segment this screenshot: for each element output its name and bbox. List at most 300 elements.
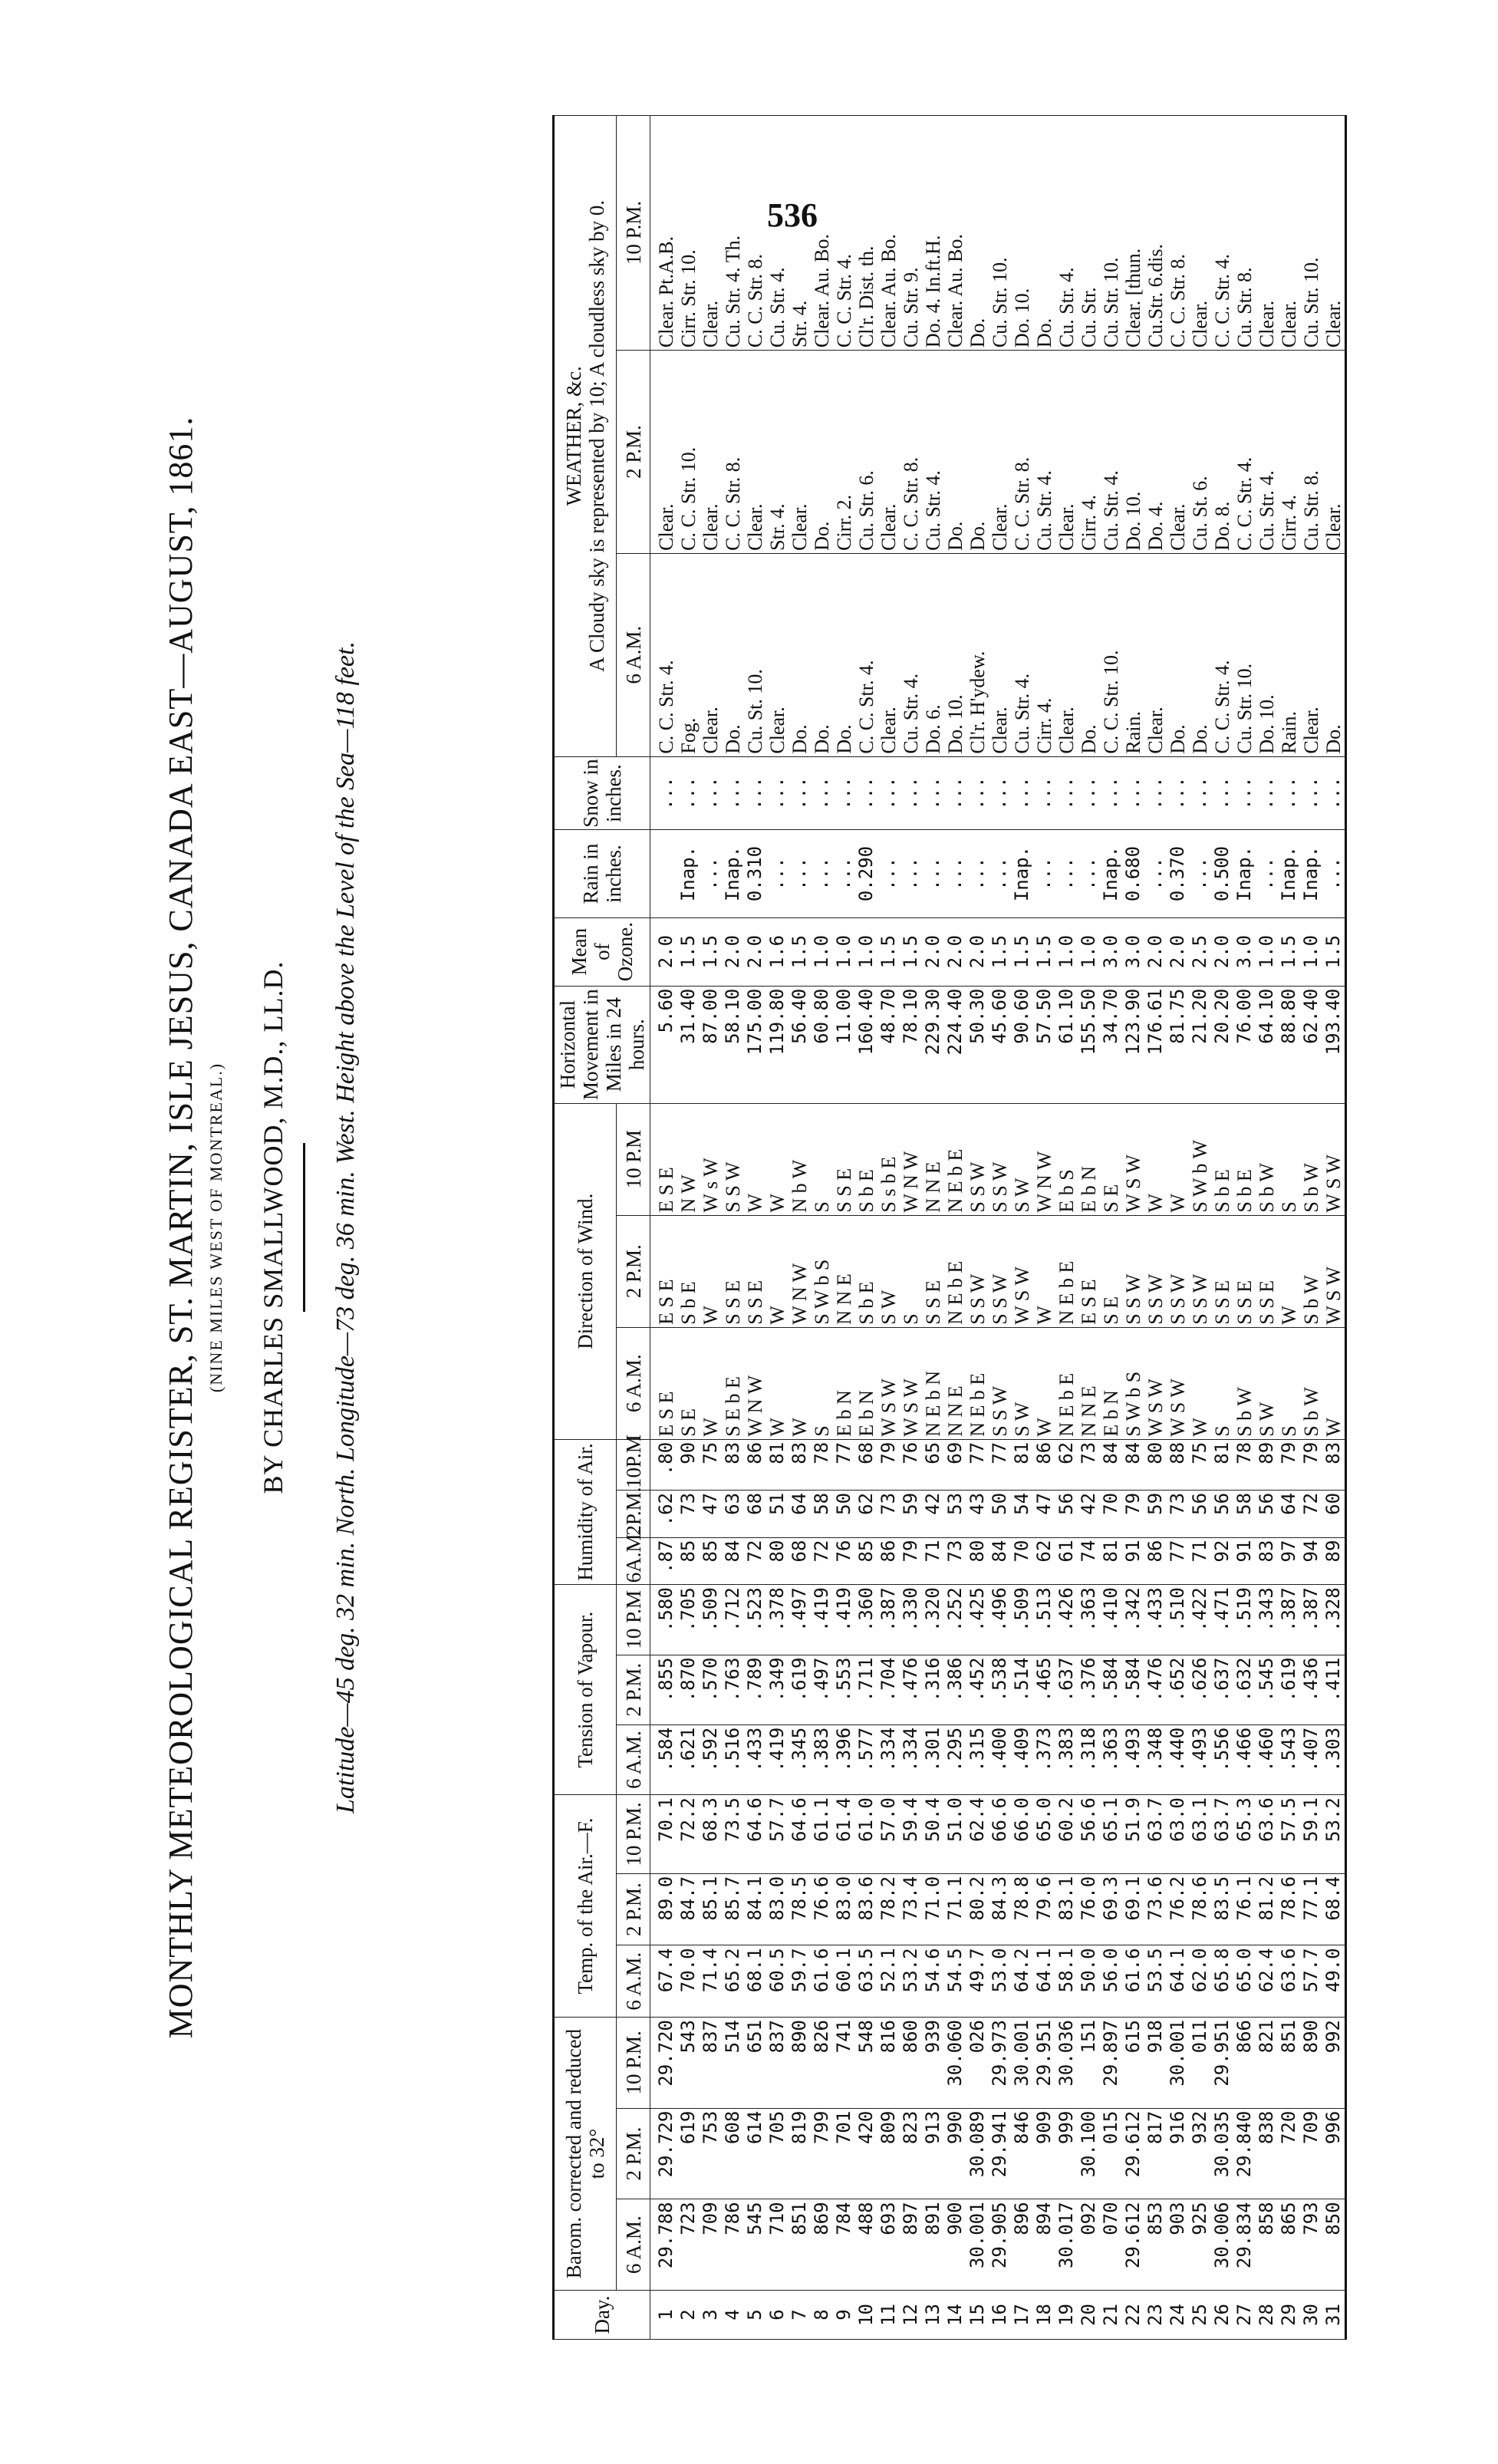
table-row <box>1322 116 1346 2340</box>
cell-v2: .386 <box>944 1655 966 1724</box>
cell-b10: 29.951 <box>1211 2018 1233 2109</box>
cell-rn: 0.370 <box>1167 830 1189 917</box>
cell-mv: 31.40 <box>677 986 700 1103</box>
cell-w2: S S E <box>1256 1215 1278 1327</box>
table-row <box>944 116 966 2340</box>
cell-t6: 61.6 <box>1122 1945 1144 2018</box>
cell-wx10: Cu. Str. 10. <box>989 116 1011 351</box>
cell-wx2: C. C. Str. 4. <box>1233 351 1256 554</box>
cell-h10: 75 <box>1189 1439 1211 1490</box>
cell-wx2: Cu. Str. 6. <box>855 351 877 554</box>
cell-t2: 76.1 <box>1233 1873 1256 1945</box>
cell-b2: 753 <box>700 2108 722 2199</box>
cell-w6: S <box>1211 1327 1233 1439</box>
cell-oz: 1.5 <box>1278 917 1300 986</box>
cell-w2: S S E <box>1211 1215 1233 1327</box>
cell-t2: 84.7 <box>677 1873 700 1945</box>
cell-w6: W <box>1189 1327 1211 1439</box>
header-weather-note: A Cloudy sky is represented by 10; A cloudless sky by 0. <box>585 199 609 672</box>
cell-w6: S E <box>677 1327 700 1439</box>
cell-b10: 30.036 <box>1055 2018 1078 2109</box>
cell-b10: 543 <box>677 2018 700 2109</box>
header-weather-label: WEATHER, &c. <box>562 366 586 506</box>
cell-rn: ... <box>789 830 811 917</box>
cell-b2: 819 <box>789 2108 811 2199</box>
cell-b10: 30.001 <box>1011 2018 1033 2109</box>
cell-wx6: C. C. Str. 4. <box>855 553 877 756</box>
cell-h6: 94 <box>1300 1537 1322 1585</box>
cell-w10: W <box>1167 1103 1189 1215</box>
cell-rn: ... <box>1322 830 1346 917</box>
cell-wx2: Str. 4. <box>766 351 789 554</box>
cell-oz: 3.0 <box>1100 917 1122 986</box>
cell-h2: 56 <box>1189 1490 1211 1537</box>
cell-b10: 30.060 <box>944 2018 966 2109</box>
cell-v10: .343 <box>1256 1585 1278 1655</box>
table-row <box>989 116 1011 2340</box>
cell-w10: S W <box>1011 1103 1033 1215</box>
cell-v6: .301 <box>922 1724 944 1794</box>
cell-b6: 545 <box>744 2199 766 2291</box>
cell-wx2: C. C. Str. 8. <box>722 351 744 554</box>
header-vapour: Tension of Vapour. <box>554 1585 617 1795</box>
cell-v2: .870 <box>677 1655 700 1724</box>
cell-v10: .510 <box>1167 1585 1189 1655</box>
cell-oz: 2.0 <box>966 917 989 986</box>
cell-mv: 119.80 <box>766 986 789 1103</box>
table-row <box>766 116 789 2340</box>
cell-oz: 1.5 <box>900 917 922 986</box>
cell-b10: 860 <box>900 2018 922 2109</box>
cell-t10: 65.1 <box>1100 1795 1122 1874</box>
register-body <box>650 116 1346 2340</box>
cell-mv: 20.20 <box>1211 986 1233 1103</box>
cell-oz: 1.0 <box>811 917 833 986</box>
cell-h10: 86 <box>744 1439 766 1490</box>
cell-wx6: Cl'r. H'ydew. <box>966 553 989 756</box>
cell-w6: N E b E <box>1055 1327 1078 1439</box>
cell-w2: S S E <box>744 1215 766 1327</box>
cell-v10: .342 <box>1122 1585 1144 1655</box>
cell-t6: 49.7 <box>966 1945 989 2018</box>
cell-h10: 76 <box>900 1439 922 1490</box>
cell-day: 4 <box>722 2291 744 2340</box>
cell-h6: 74 <box>1078 1537 1100 1585</box>
cell-wx2: Do. 8. <box>1211 351 1233 554</box>
cell-t10: 56.6 <box>1078 1795 1100 1874</box>
cell-mv: 58.10 <box>722 986 744 1103</box>
cell-w2: S S W <box>966 1215 989 1327</box>
cell-v6: .433 <box>744 1724 766 1794</box>
table-row <box>1033 116 1055 2340</box>
cell-b6: 710 <box>766 2199 789 2291</box>
cell-w10: S S E <box>833 1103 855 1215</box>
cell-h10: 89 <box>1256 1439 1278 1490</box>
table-row <box>1011 116 1033 2340</box>
cell-mv: 48.70 <box>877 986 900 1103</box>
cell-v10: .410 <box>1100 1585 1122 1655</box>
header-vapour-6am: 6 A.M. <box>617 1724 650 1794</box>
cell-b6: 709 <box>700 2199 722 2291</box>
cell-w6: W S W <box>877 1327 900 1439</box>
cell-oz: 1.5 <box>989 917 1011 986</box>
cell-h6: 71 <box>922 1537 944 1585</box>
cell-v6: .466 <box>1233 1724 1256 1794</box>
cell-wx2: Clear. <box>789 351 811 554</box>
cell-sn: ... <box>744 756 766 830</box>
cell-v10: .497 <box>789 1585 811 1655</box>
cell-v6: .584 <box>650 1724 678 1794</box>
cell-w2: S S W <box>1144 1215 1167 1327</box>
cell-w2: S S E <box>922 1215 944 1327</box>
cell-w10: E S E <box>650 1103 678 1215</box>
cell-b10: 29.897 <box>1100 2018 1122 2109</box>
cell-w10: S E <box>1100 1103 1122 1215</box>
cell-v6: .400 <box>989 1724 1011 1794</box>
cell-b2: 29.612 <box>1122 2108 1144 2199</box>
cell-b10: 837 <box>766 2018 789 2109</box>
cell-v10: .523 <box>744 1585 766 1655</box>
cell-wx2: Cirr. 4. <box>1078 351 1100 554</box>
cell-b6: 894 <box>1033 2199 1055 2291</box>
header-temperature: Temp. of the Air.—F. <box>554 1795 617 2018</box>
cell-h10: 62 <box>1055 1439 1078 1490</box>
cell-v6: .295 <box>944 1724 966 1794</box>
cell-rn: ... <box>877 830 900 917</box>
cell-w6: W <box>789 1327 811 1439</box>
cell-v10: .320 <box>922 1585 944 1655</box>
cell-wx2: Clear. <box>650 351 678 554</box>
cell-h10: 81 <box>1011 1439 1033 1490</box>
cell-t10: 61.1 <box>811 1795 833 1874</box>
cell-b6: 853 <box>1144 2199 1167 2291</box>
cell-wx2: Do. <box>966 351 989 554</box>
cell-b2: 909 <box>1033 2108 1055 2199</box>
cell-oz: 1.5 <box>1011 917 1033 986</box>
cell-h10: 81 <box>1211 1439 1233 1490</box>
cell-t10: 50.4 <box>922 1795 944 1874</box>
cell-wx10: Do. 4. In.ft.H. <box>922 116 944 351</box>
table-row <box>1189 116 1211 2340</box>
cell-wx6: Cu. Str. 4. <box>1011 553 1033 756</box>
cell-t10: 59.1 <box>1300 1795 1322 1874</box>
cell-rn: ... <box>966 830 989 917</box>
cell-w2: E S E <box>650 1215 678 1327</box>
cell-w2: S b E <box>677 1215 700 1327</box>
cell-b2: 823 <box>900 2108 922 2199</box>
header-humidity-2pm: 2P.M. <box>617 1490 650 1537</box>
table-row <box>677 116 700 2340</box>
register-heading <box>153 115 552 2340</box>
table-row <box>1100 116 1122 2340</box>
table-row <box>1278 116 1300 2340</box>
cell-t6: 54.5 <box>944 1945 966 2018</box>
cell-v10: .580 <box>650 1585 678 1655</box>
cell-day: 24 <box>1167 2291 1189 2340</box>
cell-v2: .349 <box>766 1655 789 1724</box>
cell-w6: N E b N <box>922 1327 944 1439</box>
cell-wx6: C. C. Str. 10. <box>1100 553 1122 756</box>
cell-oz: 2.0 <box>744 917 766 986</box>
cell-oz: 1.0 <box>1256 917 1278 986</box>
cell-wx6: Clear. <box>766 553 789 756</box>
table-row <box>1233 116 1256 2340</box>
cell-v2: .436 <box>1300 1655 1322 1724</box>
cell-wx6: Do. <box>1322 553 1346 756</box>
cell-t10: 64.6 <box>789 1795 811 1874</box>
cell-wx6: Do. <box>833 553 855 756</box>
cell-wx10: Str. 4. <box>789 116 811 351</box>
cell-wx10: Cu. Str. 10. <box>1100 116 1122 351</box>
cell-oz: 1.5 <box>700 917 722 986</box>
cell-w10: S <box>1278 1103 1300 1215</box>
cell-v6: .409 <box>1011 1724 1033 1794</box>
cell-h6: 97 <box>1278 1537 1300 1585</box>
cell-v10: .419 <box>833 1585 855 1655</box>
table-row <box>700 116 722 2340</box>
cell-v2: .465 <box>1033 1655 1055 1724</box>
cell-t2: 71.1 <box>944 1873 966 1945</box>
table-row <box>650 116 678 2340</box>
cell-b2: 015 <box>1100 2108 1122 2199</box>
cell-t6: 53.2 <box>900 1945 922 2018</box>
cell-w10: W N W <box>900 1103 922 1215</box>
cell-w10: W S W <box>1322 1103 1346 1215</box>
cell-v2: .789 <box>744 1655 766 1724</box>
cell-v6: .363 <box>1100 1724 1122 1794</box>
cell-w2: W S W <box>1011 1215 1033 1327</box>
cell-w6: E b N <box>833 1327 855 1439</box>
cell-wx6: Do. <box>1078 553 1100 756</box>
cell-mv: 45.60 <box>989 986 1011 1103</box>
cell-wx2: Cirr. 2. <box>833 351 855 554</box>
cell-oz: 2.5 <box>1189 917 1211 986</box>
cell-t6: 65.8 <box>1211 1945 1233 2018</box>
cell-rn: Inap. <box>1233 830 1256 917</box>
cell-t2: 76.2 <box>1167 1873 1189 1945</box>
cell-w6: S W <box>1256 1327 1278 1439</box>
table-row <box>811 116 833 2340</box>
cell-sn: ... <box>922 756 944 830</box>
cell-b6: 793 <box>1300 2199 1322 2291</box>
cell-h2: 68 <box>744 1490 766 1537</box>
cell-v6: .383 <box>811 1724 833 1794</box>
cell-b10: 890 <box>789 2018 811 2109</box>
cell-h10: 88 <box>1167 1439 1189 1490</box>
cell-h10: 78 <box>811 1439 833 1490</box>
cell-h2: 60 <box>1322 1490 1346 1537</box>
cell-rn: ... <box>1033 830 1055 917</box>
cell-rn: ... <box>989 830 1011 917</box>
cell-wx10: Clear. <box>1256 116 1278 351</box>
cell-v10: .471 <box>1211 1585 1233 1655</box>
cell-t2: 78.2 <box>877 1873 900 1945</box>
cell-rn: ... <box>1256 830 1278 917</box>
cell-sn: ... <box>811 756 833 830</box>
table-row <box>1078 116 1100 2340</box>
cell-wx2: Clear. <box>1322 351 1346 554</box>
cell-rn: ... <box>811 830 833 917</box>
cell-sn: ... <box>1256 756 1278 830</box>
cell-rn: 0.310 <box>744 830 766 917</box>
cell-day: 22 <box>1122 2291 1144 2340</box>
cell-b2: 720 <box>1278 2108 1300 2199</box>
cell-b2: 420 <box>855 2108 877 2199</box>
header-weather-10pm: 10 P.M. <box>617 116 650 351</box>
cell-b6: 897 <box>900 2199 922 2291</box>
cell-w2: S S W <box>989 1215 1011 1327</box>
cell-w6: S W b S <box>1122 1327 1144 1439</box>
cell-t10: 70.1 <box>650 1795 678 1874</box>
cell-wx2: Do. <box>944 351 966 554</box>
cell-h2: 43 <box>966 1490 989 1537</box>
cell-t10: 65.0 <box>1033 1795 1055 1874</box>
cell-t10: 65.3 <box>1233 1795 1256 1874</box>
cell-t2: 68.4 <box>1322 1873 1346 1945</box>
cell-v6: .577 <box>855 1724 877 1794</box>
cell-sn: ... <box>900 756 922 830</box>
cell-h6: 70 <box>1011 1537 1033 1585</box>
cell-w2: S W b S <box>811 1215 833 1327</box>
header-ozone: Mean of Ozone. <box>554 917 650 986</box>
cell-day: 25 <box>1189 2291 1211 2340</box>
cell-day: 19 <box>1055 2291 1078 2340</box>
cell-w6: W <box>766 1327 789 1439</box>
cell-v6: .460 <box>1256 1724 1278 1794</box>
cell-oz: 1.0 <box>1300 917 1322 986</box>
cell-w10: W S W <box>1122 1103 1144 1215</box>
cell-mv: 11.00 <box>833 986 855 1103</box>
table-row <box>877 116 900 2340</box>
cell-w6: W <box>1033 1327 1055 1439</box>
cell-b6: 925 <box>1189 2199 1211 2291</box>
cell-v10: .360 <box>855 1585 877 1655</box>
cell-w6: S b W <box>1233 1327 1256 1439</box>
cell-t10: 61.4 <box>833 1795 855 1874</box>
cell-w10: W <box>1144 1103 1167 1215</box>
cell-t6: 64.2 <box>1011 1945 1033 2018</box>
cell-v2: .538 <box>989 1655 1011 1724</box>
cell-h6: 85 <box>677 1537 700 1585</box>
cell-wx10: Cu. Str. 9. <box>900 116 922 351</box>
cell-day: 5 <box>744 2291 766 2340</box>
cell-v10: .425 <box>966 1585 989 1655</box>
cell-t10: 53.2 <box>1322 1795 1346 1874</box>
cell-v10: .422 <box>1189 1585 1211 1655</box>
cell-sn: ... <box>677 756 700 830</box>
cell-mv: 87.00 <box>700 986 722 1103</box>
cell-b6: 30.001 <box>966 2199 989 2291</box>
cell-mv: 229.30 <box>922 986 944 1103</box>
cell-w2: W <box>1033 1215 1055 1327</box>
cell-h2: 73 <box>1167 1490 1189 1537</box>
cell-v10: .252 <box>944 1585 966 1655</box>
cell-b6: 896 <box>1011 2199 1033 2291</box>
cell-t10: 57.7 <box>766 1795 789 1874</box>
cell-w10: E b N <box>1078 1103 1100 1215</box>
cell-w2: S S E <box>1233 1215 1256 1327</box>
cell-v10: .513 <box>1033 1585 1055 1655</box>
table-row <box>722 116 744 2340</box>
cell-wx6: Do. 6. <box>922 553 944 756</box>
cell-h10: 90 <box>677 1439 700 1490</box>
cell-w2: N N E <box>833 1215 855 1327</box>
cell-wx2: Clear. <box>1167 351 1189 554</box>
cell-w6: S S W <box>989 1327 1011 1439</box>
cell-sn: ... <box>1011 756 1033 830</box>
cell-sn: ... <box>989 756 1011 830</box>
cell-wx2: Cu. Str. 4. <box>1033 351 1055 554</box>
cell-wx10: Clear. [thun. <box>1122 116 1144 351</box>
cell-wx6: Clear. <box>877 553 900 756</box>
cell-rn: ... <box>944 830 966 917</box>
cell-wx6: Do. 10. <box>1256 553 1278 756</box>
cell-wx10: C. C. Str. 8. <box>1167 116 1189 351</box>
cell-t10: 63.7 <box>1144 1795 1167 1874</box>
cell-sn: ... <box>1300 756 1322 830</box>
cell-v10: .419 <box>811 1585 833 1655</box>
cell-b10: 837 <box>700 2018 722 2109</box>
cell-t10: 72.2 <box>677 1795 700 1874</box>
cell-w2: W <box>766 1215 789 1327</box>
cell-b10: 816 <box>877 2018 900 2109</box>
cell-v6: .556 <box>1211 1724 1233 1794</box>
cell-mv: 5.60 <box>650 986 678 1103</box>
cell-v10: .705 <box>677 1585 700 1655</box>
cell-mv: 193.40 <box>1322 986 1346 1103</box>
cell-v6: .315 <box>966 1724 989 1794</box>
cell-b6: 858 <box>1256 2199 1278 2291</box>
cell-wx2: Clear. <box>1055 351 1078 554</box>
cell-wx10: Clear. <box>1189 116 1211 351</box>
cell-w10: W <box>766 1103 789 1215</box>
cell-v2: .632 <box>1233 1655 1256 1724</box>
cell-b2: 608 <box>722 2108 744 2199</box>
cell-t6: 65.0 <box>1233 1945 1256 2018</box>
cell-wx6: Do. <box>789 553 811 756</box>
cell-h10: 77 <box>989 1439 1011 1490</box>
cell-b2: 30.100 <box>1078 2108 1100 2199</box>
cell-t6: 60.5 <box>766 1945 789 2018</box>
cell-w2: W <box>1278 1215 1300 1327</box>
cell-b2: 916 <box>1167 2108 1189 2199</box>
cell-v6: .396 <box>833 1724 855 1794</box>
cell-sn: ... <box>1233 756 1256 830</box>
cell-oz: 1.5 <box>789 917 811 986</box>
cell-t10: 73.5 <box>722 1795 744 1874</box>
cell-b6: 29.612 <box>1122 2199 1144 2291</box>
cell-wx6: Rain. <box>1122 553 1144 756</box>
cell-wx6: Clear. <box>700 553 722 756</box>
cell-w6: S <box>811 1327 833 1439</box>
cell-v6: .440 <box>1167 1724 1189 1794</box>
cell-b2: 614 <box>744 2108 766 2199</box>
cell-sn: ... <box>1322 756 1346 830</box>
cell-w2: N E b E <box>1055 1215 1078 1327</box>
cell-b10: 151 <box>1078 2018 1100 2109</box>
cell-day: 28 <box>1256 2291 1278 2340</box>
cell-v10: .509 <box>1011 1585 1033 1655</box>
cell-day: 21 <box>1100 2291 1122 2340</box>
cell-w10: N N E <box>922 1103 944 1215</box>
cell-b6: 903 <box>1167 2199 1189 2291</box>
cell-t10: 66.0 <box>1011 1795 1033 1874</box>
cell-day: 1 <box>650 2291 678 2340</box>
cell-h6: 91 <box>1122 1537 1144 1585</box>
cell-mv: 64.10 <box>1256 986 1278 1103</box>
cell-wx10: Clear. <box>1322 116 1346 351</box>
cell-b2: 838 <box>1256 2108 1278 2199</box>
